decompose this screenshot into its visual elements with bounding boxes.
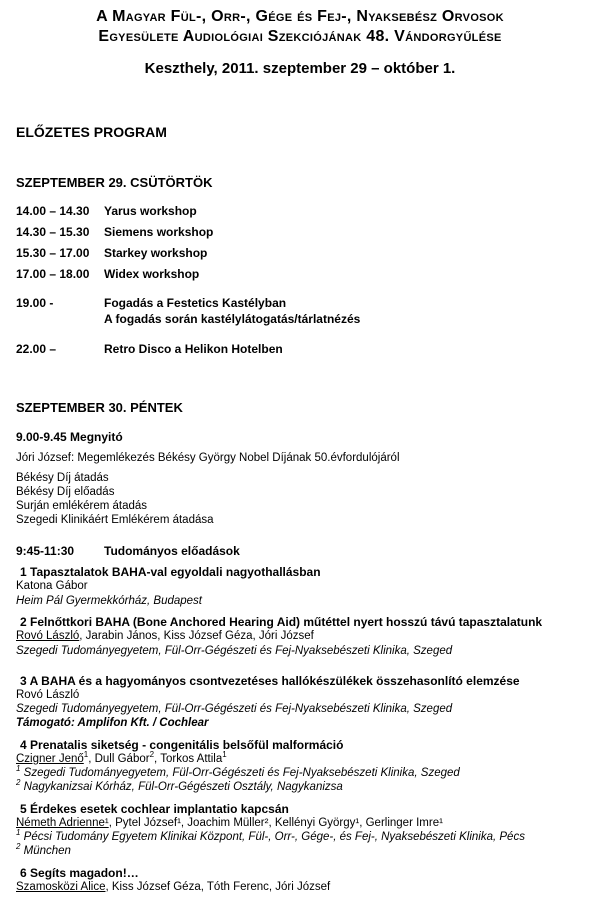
affiliation-mark: 2 <box>149 750 155 760</box>
affiliation-mark: 2 <box>16 778 21 788</box>
memorial: Jóri József: Megemlékezés Békésy György Nobel Díjának 50.évfordulójáról <box>16 452 400 464</box>
day1-title: SZEPTEMBER 29. CSÜTÖRTÖK <box>16 175 213 190</box>
session-time: 9:45-11:30 <box>16 544 75 558</box>
schedule-row <box>16 204 197 218</box>
schedule-row-reception <box>16 296 287 310</box>
co-authors: , Jarabin János, Kiss József Géza, Jóri József <box>79 630 314 642</box>
talk-institution <box>16 842 71 858</box>
talk-title <box>20 675 520 688</box>
co-authors: , Pytel József¹, Joachim Müller², Kellényi György¹, Gerlinger Imre¹ <box>108 817 443 829</box>
presenting-author: Czigner Jenő <box>16 753 84 765</box>
header-line-1: A Magyar Fül-, Orr-, Gége és Fej-, Nyaksebész Orvosok <box>96 8 504 25</box>
schedule-row <box>16 246 208 260</box>
event: Retro Disco a Helikon Hotelben <box>104 342 283 356</box>
co-authors: , Kiss József Géza, Tóth Ferenc, Jóri József <box>105 881 331 893</box>
schedule-row <box>16 225 214 239</box>
talk-authors: Katona Gábor <box>16 580 88 592</box>
talk-number: 6 <box>20 866 27 880</box>
award-item: Békésy Díj előadás <box>16 486 115 498</box>
talk-authors <box>16 630 314 643</box>
header-line-3: Keszthely, 2011. szeptember 29 – október 1. <box>144 60 456 77</box>
talk-institution: Szegedi Tudományegyetem, Fül-Orr-Gégészeti és Fej-Nyaksebészeti Klinika, Szeged <box>16 703 453 715</box>
affiliation-mark: 2 <box>16 842 21 852</box>
header-line-2: Egyesülete Audiológiai Szekciójának 48. Vándorgyűlése <box>98 28 502 45</box>
talk-authors <box>16 750 227 766</box>
award-item: Szegedi Klinikáért Emlékérem átadása <box>16 514 214 526</box>
co-author: , Torkos Attila <box>154 753 223 765</box>
session-title: Tudományos előadások <box>104 544 240 558</box>
talk-institution <box>16 778 343 794</box>
talk-title-text: Prenatalis siketség - congenitális belsőfül malformáció <box>30 738 344 752</box>
institution-text: Szegedi Tudományegyetem, Fül-Orr-Gégészeti és Fej-Nyaksebészeti Klinika, Szeged <box>20 767 460 779</box>
time: 14.30 – 15.30 <box>16 225 90 239</box>
talk-title-text: Érdekes esetek cochlear implantatio kapcsán <box>30 802 289 816</box>
talk-title-text: A BAHA és a hagyományos csontvezetéses hallókészülékek összehasonlító elemzése <box>29 674 520 688</box>
talk-title <box>20 803 289 816</box>
talk-title <box>20 566 321 579</box>
institution-text: Pécsi Tudomány Egyetem Klinikai Központ, Fül-, Orr-, Gége-, és Fej-, Nyaksebészeti Klinika, Pécs <box>20 831 525 843</box>
talk-institution <box>16 764 460 780</box>
talk-title-text: Tapasztalatok BAHA-val egyoldali nagyothallásban <box>30 565 321 579</box>
talk-authors <box>16 817 443 830</box>
award-item: Surján emlékérem átadás <box>16 500 148 512</box>
co-author: , Dull Gábor <box>88 753 150 765</box>
opening: 9.00-9.45 Megnyitó <box>16 430 123 444</box>
affiliation-mark: 1 <box>222 750 227 760</box>
presenting-author: Szamosközi Alice <box>16 881 106 893</box>
talk-institution: Szegedi Tudományegyetem, Fül-Orr-Gégészeti és Fej-Nyaksebészeti Klinika, Szeged <box>16 645 453 657</box>
time: 14.00 – 14.30 <box>16 204 90 218</box>
session-heading <box>16 544 240 558</box>
talk-title-text: Segíts magadon!… <box>30 866 139 880</box>
time: 17.00 – 18.00 <box>16 267 90 281</box>
time: 22.00 – <box>16 342 57 356</box>
award-item: Békésy Díj átadás <box>16 472 109 484</box>
presenting-author: Németh Adrienne¹ <box>16 817 109 829</box>
institution-text: München <box>20 845 71 857</box>
talk-number: 2 <box>20 615 27 629</box>
event: Yarus workshop <box>104 204 197 218</box>
talk-authors: Rovó László <box>16 689 80 701</box>
talk-number: 5 <box>20 802 27 816</box>
talk-title <box>20 739 343 752</box>
event: Starkey workshop <box>104 246 208 260</box>
event: Siemens workshop <box>104 225 214 239</box>
talk-title <box>20 616 542 629</box>
talk-number: 1 <box>20 565 27 579</box>
talk-sponsor: Támogató: Amplifon Kft. / Cochlear <box>16 717 209 729</box>
talk-title <box>20 867 139 880</box>
talk-institution <box>16 828 525 844</box>
talk-number: 3 <box>20 674 27 688</box>
presenting-author: Rovó László <box>16 630 80 642</box>
event-note: A fogadás során kastélylátogatás/tárlatnézés <box>104 312 361 326</box>
event: Widex workshop <box>104 267 200 281</box>
talk-authors <box>16 881 330 894</box>
talk-title-text: Felnőttkori BAHA (Bone Anchored Hearing Aid) műtéttel nyert hosszú távú tapasztalatunk <box>30 615 543 629</box>
schedule-row <box>16 267 200 281</box>
event: Fogadás a Festetics Kastélyban <box>104 296 287 310</box>
time: 19.00 - <box>16 296 54 310</box>
affiliation-mark: 1 <box>16 828 21 838</box>
program-title: ELŐZETES PROGRAM <box>16 124 167 140</box>
time: 15.30 – 17.00 <box>16 246 90 260</box>
talk-institution: Heim Pál Gyermekkórház, Budapest <box>16 595 202 607</box>
day2-title: SZEPTEMBER 30. PÉNTEK <box>16 400 183 415</box>
affiliation-mark: 1 <box>83 750 89 760</box>
affiliation-mark: 1 <box>16 764 21 774</box>
institution-text: Nagykanizsai Kórház, Fül-Orr-Gégészeti Osztály, Nagykanizsa <box>20 781 343 793</box>
talk-number: 4 <box>20 738 27 752</box>
schedule-row-disco <box>16 342 283 356</box>
